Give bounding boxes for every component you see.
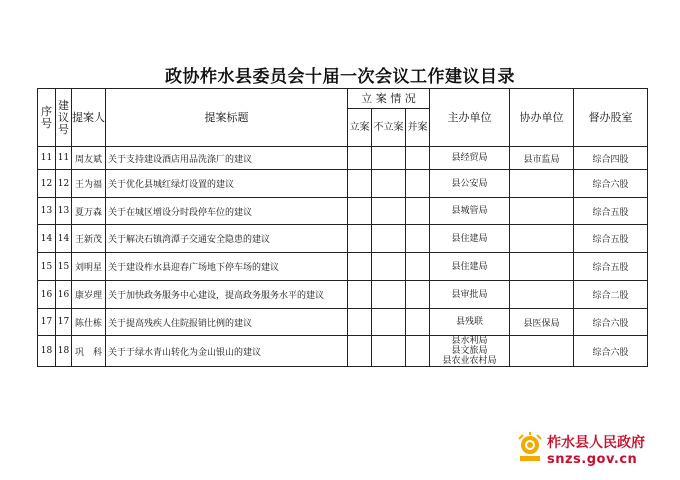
lead-unit-line: 县农业农村局 [442,356,497,366]
header-merged: 并案 [406,109,430,147]
cell-filed [348,281,372,309]
cell-proposer: 康岁理 [72,281,106,309]
cell-proposer: 夏万森 [72,198,106,225]
table-row [38,281,648,309]
cell-assist-unit: 县市监局 [510,147,574,170]
lead-unit-line: 县城管局 [451,206,488,216]
cell-assist-unit [510,253,574,281]
cell-proposer: 王为福 [72,170,106,198]
cell-merged [406,170,430,198]
cell-not-filed [372,198,406,225]
cell-assist-unit [510,336,574,367]
cell-seq: 15 [38,253,56,281]
cell-seq: 18 [38,336,56,367]
lead-unit-line: 县住建局 [451,261,488,272]
cell-suggestion-no: 18 [56,336,72,367]
header-not-filed: 不立案 [372,109,406,147]
cell-not-filed [372,336,406,367]
cell-supervise-office: 综合二股 [574,281,648,309]
site-watermark [515,428,645,472]
government-emblem-icon [515,430,545,464]
cell-lead-unit [430,253,510,281]
table-row [38,147,648,170]
cell-lead-unit [430,198,510,225]
cell-proposer: 陈仕栋 [72,309,106,336]
header-filed: 立案 [348,109,372,147]
cell-lead-unit [430,225,510,253]
cell-suggestion-no: 17 [56,309,72,336]
cell-merged [406,198,430,225]
document-title: 政协柞水县委员会十届一次会议工作建议目录 [165,67,515,87]
watermark-url: snzs.gov.cn [547,452,638,467]
cell-seq: 17 [38,309,56,336]
cell-topic: 关于在城区增设分时段停车位的建议 [106,198,348,225]
header-lead-unit: 主办单位 [430,89,510,147]
table-row [38,336,648,367]
cell-seq: 13 [38,198,56,225]
cell-not-filed [372,225,406,253]
suggestion-table [37,88,648,367]
lead-unit-line: 县水利局 [451,336,488,346]
table-row [38,253,648,281]
cell-topic: 关于提高残疾人住院报销比例的建议 [106,309,348,336]
cell-seq: 11 [38,147,56,170]
cell-proposer: 王新茂 [72,225,106,253]
cell-assist-unit [510,281,574,309]
cell-supervise-office: 综合六股 [574,336,648,367]
cell-supervise-office: 综合六股 [574,309,648,336]
cell-lead-unit [430,336,510,367]
cell-topic: 关于加快政务服务中心建设，提高政务服务水平的建议 [106,281,348,309]
table-row [38,309,648,336]
cell-suggestion-no: 15 [56,253,72,281]
cell-lead-unit [430,309,510,336]
cell-suggestion-no: 14 [56,225,72,253]
lead-unit-line: 县经贸局 [451,153,488,163]
cell-topic: 关于于绿水青山转化为金山银山的建议 [106,336,348,367]
cell-suggestion-no: 16 [56,281,72,309]
cell-filed [348,336,372,367]
watermark-site-name: 柞水县人民政府 [547,435,645,451]
cell-not-filed [372,309,406,336]
cell-assist-unit [510,225,574,253]
lead-unit-line: 县文旅局 [451,346,488,356]
cell-filed [348,170,372,198]
cell-supervise-office: 综合六股 [574,170,648,198]
cell-topic: 关于支持建设酒店用品洗涤厂的建议 [106,147,348,170]
cell-suggestion-no: 11 [56,147,72,170]
header-topic: 提案标题 [106,89,348,147]
cell-topic: 关于建设柞水县迎春广场地下停车场的建议 [106,253,348,281]
cell-filed [348,309,372,336]
cell-not-filed [372,281,406,309]
cell-suggestion-no: 13 [56,198,72,225]
cell-lead-unit [430,170,510,198]
cell-lead-unit [430,281,510,309]
cell-not-filed [372,147,406,170]
cell-supervise-office: 综合四股 [574,147,648,170]
cell-not-filed [372,253,406,281]
cell-suggestion-no: 12 [56,170,72,198]
cell-merged [406,281,430,309]
cell-seq: 12 [38,170,56,198]
cell-proposer: 巩 科 [72,336,106,367]
header-proposer: 提案人 [72,89,106,147]
lead-unit-line: 县残联 [455,317,483,327]
cell-assist-unit [510,170,574,198]
cell-supervise-office: 综合五股 [574,253,648,281]
cell-supervise-office: 综合五股 [574,225,648,253]
cell-merged [406,336,430,367]
cell-seq: 14 [38,225,56,253]
cell-proposer: 刘明星 [72,253,106,281]
cell-merged [406,147,430,170]
cell-filed [348,147,372,170]
cell-topic: 关于解决石镇湾潭子交通安全隐患的建议 [106,225,348,253]
lead-unit-line: 县公安局 [451,178,488,189]
cell-seq: 16 [38,281,56,309]
lead-unit-line: 县审批局 [451,289,488,300]
cell-filed [348,253,372,281]
cell-merged [406,309,430,336]
cell-filed [348,225,372,253]
cell-assist-unit [510,198,574,225]
table-row [38,225,648,253]
cell-topic: 关于优化县城红绿灯设置的建议 [106,170,348,198]
cell-assist-unit: 县医保局 [510,309,574,336]
cell-proposer: 周友斌 [72,147,106,170]
cell-lead-unit [430,147,510,170]
cell-merged [406,253,430,281]
header-status: 立 案 情 况 [348,89,430,109]
table-row [38,198,648,225]
lead-unit-line: 县住建局 [451,233,488,244]
header-seq: 序号 [38,89,56,147]
header-supervise-office: 督办股室 [574,89,648,147]
header-assist-unit: 协办单位 [510,89,574,147]
cell-merged [406,225,430,253]
cell-not-filed [372,170,406,198]
header-suggestion-no: 建议号 [56,89,72,147]
cell-supervise-office: 综合五股 [574,198,648,225]
table-row [38,170,648,198]
cell-filed [348,198,372,225]
